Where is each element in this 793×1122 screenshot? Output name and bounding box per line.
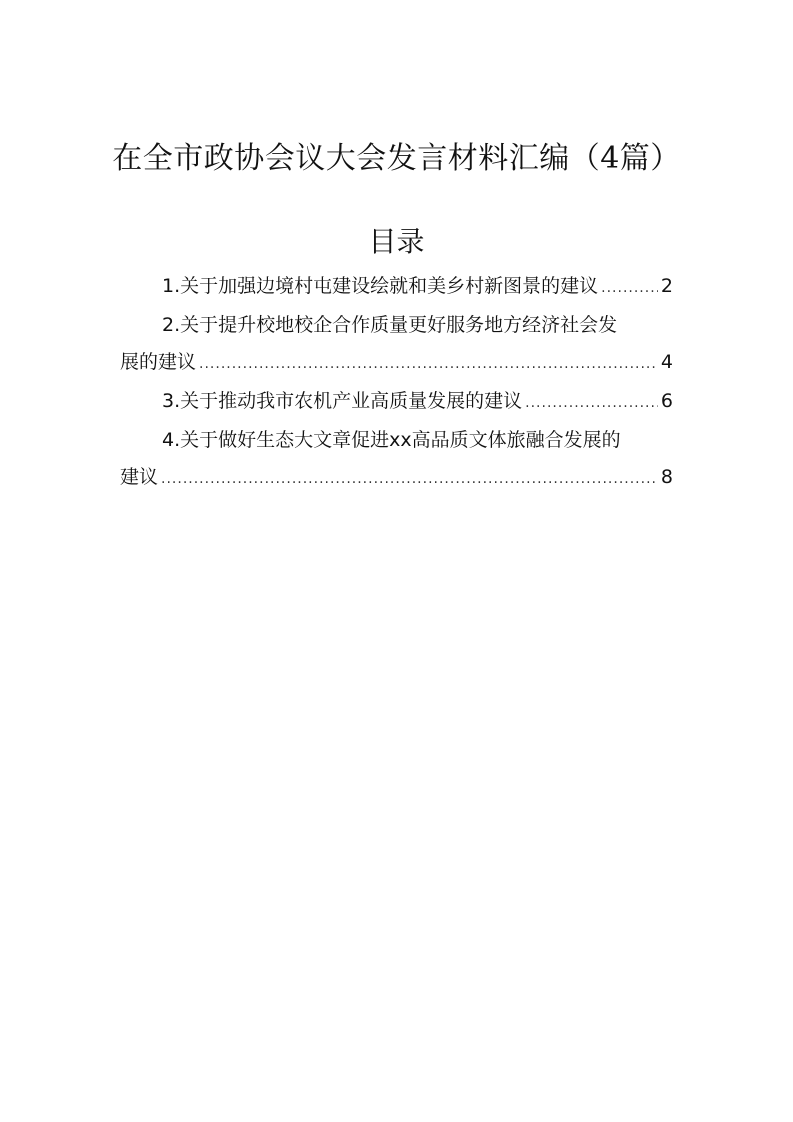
toc-entry-title: 关于提升校地校企合作质量更好服务地方经济社会发 xyxy=(180,314,618,336)
toc-leader-dots xyxy=(199,346,658,383)
toc-entry-line xyxy=(120,383,673,422)
toc-page-number: 8 xyxy=(660,466,673,488)
toc-entry-line-continued xyxy=(120,344,673,383)
toc-entry-title: 关于做好生态大文章促进xx高品质文体旅融合发展的 xyxy=(180,429,621,451)
toc-leader-dots xyxy=(601,270,658,307)
toc-entry-title-continued: 建议 xyxy=(120,466,159,488)
document-title: 在全市政协会议大会发言材料汇编（4篇） xyxy=(112,141,681,176)
toc-entry-number: 2. xyxy=(162,314,181,336)
toc-leader-dots xyxy=(525,385,658,422)
toc-heading: 目录 xyxy=(368,225,425,258)
toc-entry-line xyxy=(120,307,673,344)
toc-entry-line xyxy=(120,422,673,459)
toc-entry-number: 3. xyxy=(162,390,181,412)
toc-entry-number: 4. xyxy=(162,429,181,451)
toc-entry-title: 关于加强边境村屯建设绘就和美乡村新图景的建议 xyxy=(180,275,599,297)
toc-entry-2[interactable] xyxy=(120,307,673,383)
toc-leader-dots xyxy=(161,461,658,498)
toc-entry-4[interactable] xyxy=(120,422,673,498)
toc-entry-line-continued xyxy=(120,459,673,498)
table-of-contents xyxy=(120,268,673,498)
toc-entry-title-continued: 展的建议 xyxy=(120,351,197,373)
toc-entry-number: 1. xyxy=(162,275,181,297)
toc-entry-1[interactable] xyxy=(120,268,673,307)
toc-page-number: 6 xyxy=(660,390,673,412)
toc-entry-title: 关于推动我市农机产业高质量发展的建议 xyxy=(180,390,523,412)
toc-entry-3[interactable] xyxy=(120,383,673,422)
toc-page-number: 2 xyxy=(660,275,673,297)
toc-entry-line xyxy=(120,268,673,307)
toc-page-number: 4 xyxy=(660,351,673,373)
